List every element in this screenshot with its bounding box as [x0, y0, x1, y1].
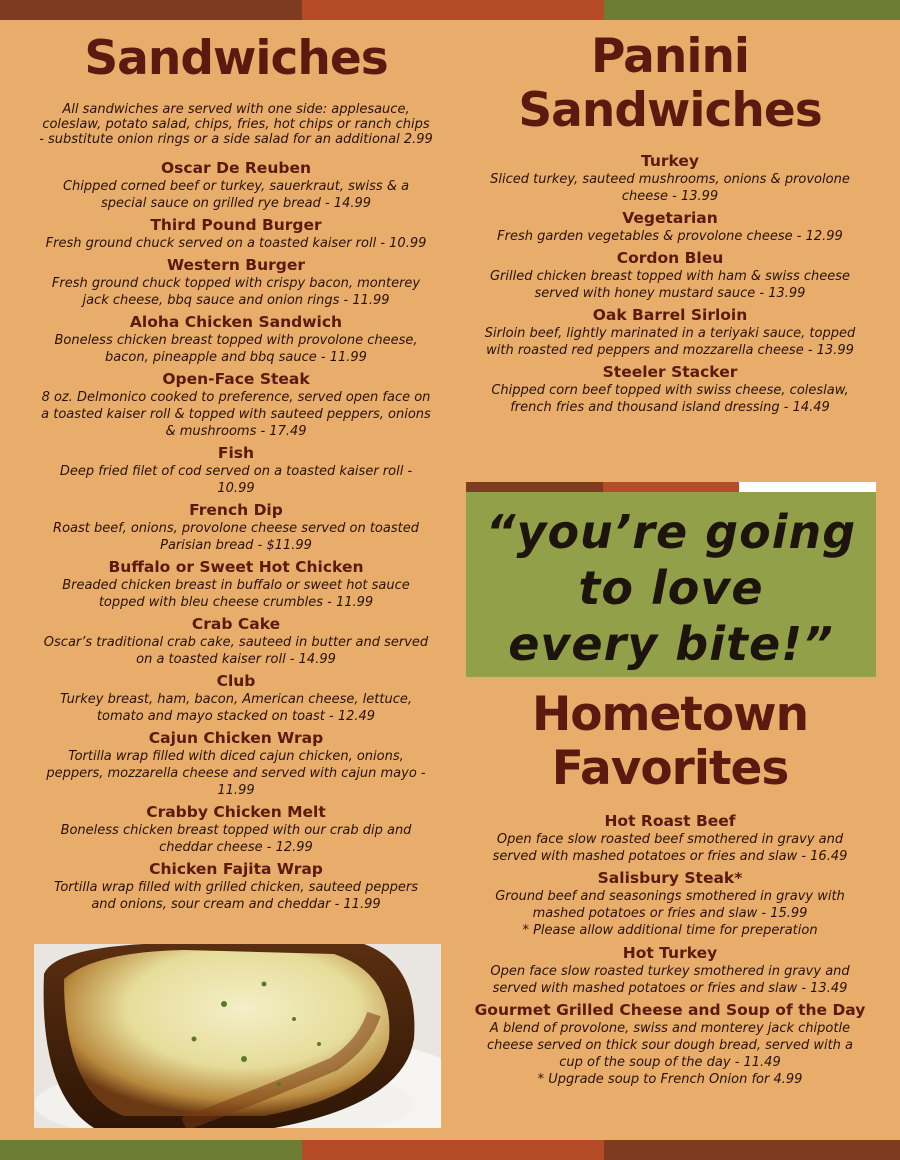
menu-item-description: Boneless chicken breast topped with provolone cheese, bacon, pineapple and bbq sauce - 11.99	[54, 333, 418, 365]
menu-item-description: Chipped corned beef or turkey, sauerkraut, swiss & a special sauce on grilled rye bread - 14.99	[62, 179, 410, 211]
top-stripe-brown	[0, 0, 302, 20]
menu-item-name: Hot Turkey	[622, 944, 718, 962]
cheese-dish-illustration	[34, 944, 441, 1128]
menu-item-description: Open face slow roasted turkey smothered in gravy and served with mashed potatoes or fries and slaw - 13.49	[490, 964, 850, 996]
panini-title-line2: Sandwiches	[518, 83, 822, 138]
menu-item	[30, 860, 442, 913]
quote-line-3: every bite!”	[508, 617, 834, 671]
menu-item-description: Grilled chicken breast topped with ham & swiss cheese served with honey mustard sauce - 13.99	[489, 269, 850, 301]
menu-item-description: Oscar’s traditional crab cake, sauteed in butter and served on a toasted kaiser roll - 14.99	[43, 635, 429, 667]
menu-item-name: Turkey	[640, 152, 700, 170]
menu-item	[30, 256, 442, 309]
menu-item-description: Open face slow roasted beef smothered in gravy and served with mashed potatoes or fries and slaw - 16.49	[492, 832, 848, 864]
menu-item-name: Chicken Fajita Wrap	[149, 860, 323, 878]
menu-item	[30, 558, 442, 611]
bottom-stripe-olive	[0, 1140, 302, 1160]
menu-item-description: Boneless chicken breast topped with our crab dip and cheddar cheese - 12.99	[60, 823, 412, 855]
menu-item-name: Vegetarian	[622, 209, 718, 227]
menu-item	[464, 152, 876, 205]
menu-item-note: * Please allow additional time for preperation	[522, 923, 818, 938]
menu-item	[464, 869, 876, 940]
panini-list	[464, 152, 876, 416]
menu-item-description: Tortilla wrap filled with diced cajun chicken, onions, peppers, mozzarella cheese and served with cajun mayo - 11.99	[46, 749, 426, 798]
top-stripe-rust	[302, 0, 604, 20]
menu-item-name: Salisbury Steak*	[597, 869, 743, 887]
menu-item	[464, 944, 876, 997]
menu-item	[464, 209, 876, 245]
menu-item	[30, 501, 442, 554]
hometown-list	[464, 812, 876, 1089]
menu-item-name: Hot Roast Beef	[604, 812, 736, 830]
menu-item-name: Cajun Chicken Wrap	[148, 729, 324, 747]
menu-item	[30, 444, 442, 497]
menu-item	[30, 313, 442, 366]
menu-item	[464, 249, 876, 302]
menu-item-name: Buffalo or Sweet Hot Chicken	[108, 558, 364, 576]
menu-item-name: Open-Face Steak	[162, 370, 310, 388]
menu-item-name: Gourmet Grilled Cheese and Soup of the Day	[474, 1001, 866, 1019]
menu-item	[30, 216, 442, 252]
sandwiches-list	[30, 159, 442, 913]
panini-title-line1: Panini	[590, 29, 750, 84]
menu-item-name: Fish	[217, 444, 255, 462]
menu-item-description: Sirloin beef, lightly marinated in a teriyaki sauce, topped with roasted red peppers and mozzarella cheese - 13.99	[484, 326, 856, 358]
food-photo	[34, 944, 441, 1128]
bottom-stripe-rust	[302, 1140, 604, 1160]
bottom-stripe-brown	[604, 1140, 900, 1160]
hometown-section	[464, 688, 876, 1093]
menu-item	[464, 306, 876, 359]
hometown-title-line1: Hometown	[531, 687, 809, 742]
quote-line-1: “you’re going	[485, 505, 857, 559]
menu-item-name: Oak Barrel Sirloin	[592, 306, 748, 324]
quote-line-2: to love	[578, 561, 764, 615]
quote-box	[466, 492, 876, 677]
menu-item-name: Club	[216, 672, 256, 690]
menu-item-name: Western Burger	[166, 256, 306, 274]
menu-item	[464, 363, 876, 416]
menu-item-description: Ground beef and seasonings smothered in gravy with mashed potatoes or fries and slaw - 15.99	[495, 889, 845, 921]
menu-item	[30, 729, 442, 799]
quote-text	[466, 504, 876, 672]
sandwiches-intro: All sandwiches are served with one side: applesauce, coleslaw, potato salad, chips, fries, hot chips or ranch chips - substitute onion rings or a side salad for an additional 2.99	[39, 102, 433, 147]
menu-item-description: Breaded chicken breast in buffalo or sweet hot sauce topped with bleu cheese crumbles - 11.99	[62, 578, 410, 610]
menu-item-description: Roast beef, onions, provolone cheese served on toasted Parisian bread - $11.99	[53, 521, 419, 553]
menu-item-name: Cordon Bleu	[616, 249, 724, 267]
menu-item-description: Turkey breast, ham, bacon, American cheese, lettuce, tomato and mayo stacked on toast - 12.49	[60, 692, 412, 724]
menu-item-name: Oscar De Reuben	[161, 159, 311, 177]
menu-item-description: Deep fried filet of cod served on a toasted kaiser roll - 10.99	[59, 464, 413, 496]
menu-item	[30, 803, 442, 856]
menu-item-description: A blend of provolone, swiss and monterey jack chipotle cheese served on thick sour dough bread, served with a cup of the soup of the day - 11.49	[486, 1021, 854, 1070]
menu-item-note: * Upgrade soup to French Onion for 4.99	[537, 1072, 803, 1087]
hometown-title-line2: Favorites	[551, 741, 789, 796]
menu-item-description: Chipped corn beef topped with swiss cheese, coleslaw, french fries and thousand island dressing - 14.49	[491, 383, 849, 415]
menu-item-description: 8 oz. Delmonico cooked to preference, served open face on a toasted kaiser roll & topped with sauteed peppers, onions & mushrooms - 17.49	[41, 390, 431, 439]
menu-item-description: Fresh ground chuck served on a toasted kaiser roll - 10.99	[45, 236, 427, 251]
menu-item	[464, 1001, 876, 1089]
menu-item-name: Steeler Stacker	[602, 363, 738, 381]
menu-item-name: Crabby Chicken Melt	[146, 803, 326, 821]
menu-item-name: Aloha Chicken Sandwich	[129, 313, 343, 331]
menu-item	[464, 812, 876, 865]
menu-item	[30, 615, 442, 668]
menu-item-name: French Dip	[189, 501, 283, 519]
menu-item-description: Fresh ground chuck topped with crispy bacon, monterey jack cheese, bbq sauce and onion rings - 11.99	[51, 276, 421, 308]
top-stripe-olive	[604, 0, 900, 20]
menu-item-description: Sliced turkey, sauteed mushrooms, onions & provolone cheese - 13.99	[490, 172, 850, 204]
menu-item-name: Third Pound Burger	[150, 216, 322, 234]
menu-item-description: Fresh garden vegetables & provolone cheese - 12.99	[497, 229, 843, 244]
menu-item-name: Crab Cake	[191, 615, 281, 633]
panini-section	[464, 20, 876, 420]
menu-item	[30, 672, 442, 725]
menu-item	[30, 370, 442, 440]
menu-item-description: Tortilla wrap filled with grilled chicken, sauteed peppers and onions, sour cream and cheddar - 11.99	[53, 880, 419, 912]
sandwiches-title: Sandwiches	[84, 31, 388, 86]
menu-item	[30, 159, 442, 212]
sandwiches-section	[30, 20, 442, 917]
